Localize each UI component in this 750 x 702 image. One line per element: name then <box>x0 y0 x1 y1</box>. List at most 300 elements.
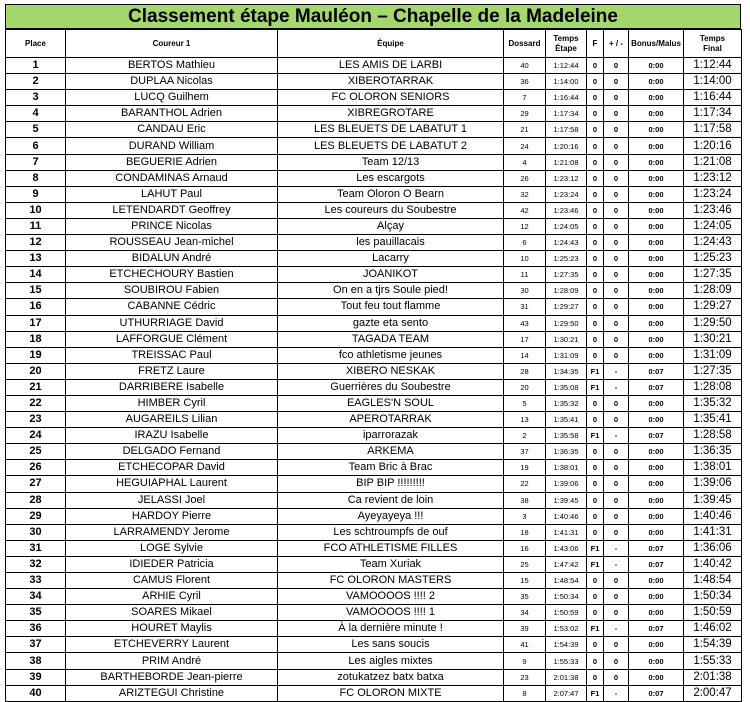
cell-bonus-malus: 0:07 <box>629 685 684 701</box>
table-row <box>6 58 742 74</box>
cell-f: F1 <box>587 685 604 701</box>
cell-coureur: PRINCE Nicolas <box>66 218 278 234</box>
cell-plus-minus: 0 <box>604 492 629 508</box>
results-table <box>5 29 742 702</box>
cell-plus-minus: 0 <box>604 331 629 347</box>
cell-temps-etape: 1:47:42 <box>546 556 587 572</box>
cell-equipe: APEROTARRAK <box>278 412 504 428</box>
cell-f: 0 <box>587 154 604 170</box>
cell-plus-minus: 0 <box>604 283 629 299</box>
table-row <box>6 508 742 524</box>
cell-dossard: 6 <box>504 235 546 251</box>
cell-place: 13 <box>6 251 66 267</box>
cell-dossard: 24 <box>504 138 546 154</box>
cell-temps-etape: 1:48:54 <box>546 573 587 589</box>
header-temps-etape-line2: Étape <box>555 43 577 53</box>
cell-plus-minus: 0 <box>604 251 629 267</box>
cell-plus-minus: 0 <box>604 154 629 170</box>
cell-dossard: 3 <box>504 508 546 524</box>
table-row <box>6 492 742 508</box>
cell-dossard: 8 <box>504 685 546 701</box>
cell-temps-final: 1:24:05 <box>684 218 742 234</box>
cell-equipe: FC OLORON MASTERS <box>278 573 504 589</box>
cell-bonus-malus: 0:00 <box>629 492 684 508</box>
cell-equipe: XIBREGROTARE <box>278 106 504 122</box>
cell-dossard: 4 <box>504 154 546 170</box>
cell-temps-final: 1:21:08 <box>684 154 742 170</box>
table-row <box>6 412 742 428</box>
cell-f: 0 <box>587 605 604 621</box>
cell-temps-etape: 1:39:06 <box>546 476 587 492</box>
cell-place: 11 <box>6 218 66 234</box>
cell-equipe: FCO ATHLETISME FILLES <box>278 540 504 556</box>
cell-bonus-malus: 0:00 <box>629 315 684 331</box>
cell-temps-etape: 1:12:44 <box>546 58 587 74</box>
cell-plus-minus: 0 <box>604 395 629 411</box>
table-row <box>6 589 742 605</box>
cell-place: 20 <box>6 363 66 379</box>
cell-temps-final: 1:39:06 <box>684 476 742 492</box>
cell-temps-final: 1:17:34 <box>684 106 742 122</box>
cell-coureur: LOGE Sylvie <box>66 540 278 556</box>
header-plus-minus: + / - <box>604 30 629 58</box>
cell-dossard: 12 <box>504 218 546 234</box>
cell-temps-final: 1:46:02 <box>684 621 742 637</box>
cell-f: 0 <box>587 637 604 653</box>
cell-temps-final: 1:25:23 <box>684 251 742 267</box>
cell-temps-final: 1:23:46 <box>684 202 742 218</box>
table-row <box>6 524 742 540</box>
cell-bonus-malus: 0:00 <box>629 444 684 460</box>
cell-temps-final: 1:28:58 <box>684 428 742 444</box>
cell-coureur: HEGUIAPHAL Laurent <box>66 476 278 492</box>
cell-temps-etape: 1:35:41 <box>546 412 587 428</box>
table-row <box>6 573 742 589</box>
cell-bonus-malus: 0:00 <box>629 524 684 540</box>
cell-bonus-malus: 0:00 <box>629 202 684 218</box>
cell-coureur: IDIEDER Patricia <box>66 556 278 572</box>
cell-equipe: iparrorazak <box>278 428 504 444</box>
cell-bonus-malus: 0:00 <box>629 283 684 299</box>
table-row <box>6 556 742 572</box>
table-row <box>6 186 742 202</box>
cell-place: 16 <box>6 299 66 315</box>
cell-temps-final: 1:20:16 <box>684 138 742 154</box>
cell-dossard: 41 <box>504 637 546 653</box>
cell-equipe: VAMOOOOS !!!! 2 <box>278 589 504 605</box>
cell-equipe: On en a tjrs Soule pied! <box>278 283 504 299</box>
cell-plus-minus: 0 <box>604 299 629 315</box>
cell-temps-etape: 1:35:08 <box>546 379 587 395</box>
cell-coureur: DURAND William <box>66 138 278 154</box>
cell-f: 0 <box>587 58 604 74</box>
cell-temps-final: 1:50:59 <box>684 605 742 621</box>
cell-equipe: Team Oloron O Bearn <box>278 186 504 202</box>
cell-temps-final: 1:31:09 <box>684 347 742 363</box>
cell-f: 0 <box>587 90 604 106</box>
cell-coureur: TREISSAC Paul <box>66 347 278 363</box>
cell-plus-minus: 0 <box>604 653 629 669</box>
cell-temps-final: 1:23:12 <box>684 170 742 186</box>
cell-plus-minus: 0 <box>604 573 629 589</box>
cell-f: 0 <box>587 267 604 283</box>
cell-temps-final: 1:39:45 <box>684 492 742 508</box>
cell-temps-etape: 1:43:06 <box>546 540 587 556</box>
header-temps-final-line1: Temps <box>699 33 726 43</box>
cell-plus-minus: 0 <box>604 106 629 122</box>
cell-bonus-malus: 0:00 <box>629 170 684 186</box>
cell-temps-final: 1:36:35 <box>684 444 742 460</box>
cell-plus-minus: 0 <box>604 412 629 428</box>
cell-temps-final: 1:35:32 <box>684 395 742 411</box>
cell-temps-etape: 1:53:02 <box>546 621 587 637</box>
cell-temps-final: 1:29:50 <box>684 315 742 331</box>
cell-dossard: 31 <box>504 299 546 315</box>
cell-f: F1 <box>587 540 604 556</box>
cell-bonus-malus: 0:00 <box>629 412 684 428</box>
cell-place: 40 <box>6 685 66 701</box>
cell-temps-etape: 1:55:33 <box>546 653 587 669</box>
cell-coureur: PRIM André <box>66 653 278 669</box>
cell-plus-minus: 0 <box>604 202 629 218</box>
table-row <box>6 74 742 90</box>
cell-temps-etape: 1:16:44 <box>546 90 587 106</box>
cell-place: 9 <box>6 186 66 202</box>
cell-f: 0 <box>587 218 604 234</box>
cell-temps-final: 1:23:24 <box>684 186 742 202</box>
cell-equipe: Les escargots <box>278 170 504 186</box>
table-row <box>6 235 742 251</box>
cell-temps-final: 1:36:06 <box>684 540 742 556</box>
cell-equipe: Team Xuriak <box>278 556 504 572</box>
cell-temps-etape: 1:38:01 <box>546 460 587 476</box>
cell-bonus-malus: 0:00 <box>629 90 684 106</box>
table-row <box>6 122 742 138</box>
cell-plus-minus: 0 <box>604 138 629 154</box>
cell-equipe: Tout feu tout flamme <box>278 299 504 315</box>
table-row <box>6 395 742 411</box>
cell-plus-minus: - <box>604 379 629 395</box>
cell-place: 1 <box>6 58 66 74</box>
cell-place: 32 <box>6 556 66 572</box>
cell-f: 0 <box>587 395 604 411</box>
cell-f: 0 <box>587 74 604 90</box>
cell-equipe: Les aigles mixtes <box>278 653 504 669</box>
cell-coureur: LETENDARDT Geoffrey <box>66 202 278 218</box>
cell-dossard: 34 <box>504 605 546 621</box>
cell-f: F1 <box>587 363 604 379</box>
cell-plus-minus: 0 <box>604 605 629 621</box>
table-row <box>6 267 742 283</box>
table-row <box>6 637 742 653</box>
cell-dossard: 20 <box>504 379 546 395</box>
cell-place: 8 <box>6 170 66 186</box>
cell-coureur: BEGUERIE Adrien <box>66 154 278 170</box>
cell-bonus-malus: 0:07 <box>629 428 684 444</box>
cell-coureur: CONDAMINAS Arnaud <box>66 170 278 186</box>
cell-temps-etape: 1:20:16 <box>546 138 587 154</box>
cell-place: 2 <box>6 74 66 90</box>
cell-bonus-malus: 0:07 <box>629 379 684 395</box>
cell-dossard: 19 <box>504 460 546 476</box>
cell-bonus-malus: 0:00 <box>629 637 684 653</box>
table-row <box>6 363 742 379</box>
header-temps-final-line2: Final <box>703 43 722 53</box>
cell-dossard: 28 <box>504 363 546 379</box>
cell-temps-etape: 1:34:35 <box>546 363 587 379</box>
cell-bonus-malus: 0:00 <box>629 251 684 267</box>
cell-temps-etape: 1:30:21 <box>546 331 587 347</box>
cell-temps-etape: 1:29:50 <box>546 315 587 331</box>
cell-plus-minus: 0 <box>604 476 629 492</box>
cell-place: 25 <box>6 444 66 460</box>
cell-dossard: 26 <box>504 170 546 186</box>
cell-temps-etape: 1:35:32 <box>546 395 587 411</box>
table-row <box>6 315 742 331</box>
cell-temps-final: 1:55:33 <box>684 653 742 669</box>
cell-equipe: LES BLEUETS DE LABATUT 1 <box>278 122 504 138</box>
cell-place: 24 <box>6 428 66 444</box>
cell-plus-minus: - <box>604 556 629 572</box>
cell-bonus-malus: 0:00 <box>629 669 684 685</box>
cell-dossard: 16 <box>504 540 546 556</box>
cell-temps-etape: 1:41:31 <box>546 524 587 540</box>
cell-equipe: Ayeyayeya !!! <box>278 508 504 524</box>
cell-place: 3 <box>6 90 66 106</box>
cell-coureur: ARIZTEGUI Christine <box>66 685 278 701</box>
cell-f: 0 <box>587 524 604 540</box>
cell-equipe: LES AMIS DE LARBI <box>278 58 504 74</box>
cell-plus-minus: 0 <box>604 347 629 363</box>
cell-dossard: 17 <box>504 331 546 347</box>
cell-plus-minus: 0 <box>604 669 629 685</box>
cell-f: 0 <box>587 460 604 476</box>
cell-temps-final: 1:50:34 <box>684 589 742 605</box>
cell-place: 29 <box>6 508 66 524</box>
cell-f: F1 <box>587 621 604 637</box>
cell-temps-final: 1:38:01 <box>684 460 742 476</box>
cell-bonus-malus: 0:00 <box>629 573 684 589</box>
cell-temps-final: 1:12:44 <box>684 58 742 74</box>
cell-temps-etape: 1:39:45 <box>546 492 587 508</box>
cell-plus-minus: 0 <box>604 90 629 106</box>
cell-equipe: Les coureurs du Soubestre <box>278 202 504 218</box>
cell-equipe: À la dernière minute ! <box>278 621 504 637</box>
cell-dossard: 15 <box>504 573 546 589</box>
cell-bonus-malus: 0:00 <box>629 605 684 621</box>
cell-coureur: AUGAREILS Lilian <box>66 412 278 428</box>
cell-equipe: Ca revient de loin <box>278 492 504 508</box>
cell-temps-final: 1:54:39 <box>684 637 742 653</box>
cell-bonus-malus: 0:00 <box>629 218 684 234</box>
cell-coureur: JELASSI Joel <box>66 492 278 508</box>
cell-place: 26 <box>6 460 66 476</box>
table-row <box>6 540 742 556</box>
cell-dossard: 10 <box>504 251 546 267</box>
cell-temps-final: 1:28:09 <box>684 283 742 299</box>
cell-place: 19 <box>6 347 66 363</box>
cell-dossard: 32 <box>504 186 546 202</box>
cell-bonus-malus: 0:00 <box>629 395 684 411</box>
table-row <box>6 605 742 621</box>
cell-equipe: FC OLORON MIXTE <box>278 685 504 701</box>
cell-bonus-malus: 0:00 <box>629 122 684 138</box>
cell-f: 0 <box>587 122 604 138</box>
cell-temps-etape: 1:23:24 <box>546 186 587 202</box>
cell-temps-final: 1:27:35 <box>684 363 742 379</box>
table-row <box>6 460 742 476</box>
cell-bonus-malus: 0:00 <box>629 106 684 122</box>
cell-place: 27 <box>6 476 66 492</box>
table-row <box>6 202 742 218</box>
cell-f: 0 <box>587 492 604 508</box>
cell-temps-etape: 1:17:58 <box>546 122 587 138</box>
cell-coureur: SOARES Mikael <box>66 605 278 621</box>
cell-f: 0 <box>587 508 604 524</box>
cell-temps-etape: 1:14:00 <box>546 74 587 90</box>
cell-coureur: UTHURRIAGE David <box>66 315 278 331</box>
cell-bonus-malus: 0:00 <box>629 589 684 605</box>
cell-place: 33 <box>6 573 66 589</box>
cell-equipe: les pauillacais <box>278 235 504 251</box>
cell-dossard: 14 <box>504 347 546 363</box>
cell-temps-etape: 1:23:46 <box>546 202 587 218</box>
cell-bonus-malus: 0:00 <box>629 235 684 251</box>
cell-plus-minus: 0 <box>604 122 629 138</box>
cell-coureur: HOURET Maylis <box>66 621 278 637</box>
cell-dossard: 5 <box>504 395 546 411</box>
cell-place: 37 <box>6 637 66 653</box>
cell-equipe: Team 12/13 <box>278 154 504 170</box>
cell-f: 0 <box>587 589 604 605</box>
cell-bonus-malus: 0:00 <box>629 508 684 524</box>
cell-plus-minus: 0 <box>604 74 629 90</box>
cell-plus-minus: - <box>604 685 629 701</box>
cell-f: 0 <box>587 347 604 363</box>
cell-dossard: 11 <box>504 267 546 283</box>
cell-f: 0 <box>587 299 604 315</box>
cell-place: 34 <box>6 589 66 605</box>
cell-bonus-malus: 0:00 <box>629 347 684 363</box>
cell-coureur: BARTHEBORDE Jean-pierre <box>66 669 278 685</box>
header-row <box>6 30 742 58</box>
cell-f: F1 <box>587 556 604 572</box>
cell-dossard: 7 <box>504 90 546 106</box>
page-title: Classement étape Mauléon – Chapelle de la Madeleine <box>5 4 741 29</box>
cell-bonus-malus: 0:00 <box>629 460 684 476</box>
cell-temps-final: 1:30:21 <box>684 331 742 347</box>
cell-bonus-malus: 0:00 <box>629 154 684 170</box>
table-row <box>6 218 742 234</box>
cell-equipe: EAGLES'N SOUL <box>278 395 504 411</box>
cell-dossard: 40 <box>504 58 546 74</box>
cell-bonus-malus: 0:00 <box>629 138 684 154</box>
cell-f: 0 <box>587 412 604 428</box>
cell-place: 30 <box>6 524 66 540</box>
cell-place: 14 <box>6 267 66 283</box>
cell-coureur: ETCHECOPAR David <box>66 460 278 476</box>
cell-temps-etape: 1:29:27 <box>546 299 587 315</box>
cell-equipe: zotukatzez batx batxa <box>278 669 504 685</box>
cell-place: 18 <box>6 331 66 347</box>
cell-equipe: XIBERO NESKAK <box>278 363 504 379</box>
cell-temps-etape: 1:35:58 <box>546 428 587 444</box>
cell-place: 4 <box>6 106 66 122</box>
cell-dossard: 43 <box>504 315 546 331</box>
cell-plus-minus: 0 <box>604 235 629 251</box>
cell-equipe: Team Bric à Brac <box>278 460 504 476</box>
cell-equipe: Guerrières du Soubestre <box>278 379 504 395</box>
cell-coureur: LUCQ Guilhem <box>66 90 278 106</box>
cell-f: F1 <box>587 428 604 444</box>
table-row <box>6 476 742 492</box>
cell-temps-final: 2:01:38 <box>684 669 742 685</box>
cell-temps-etape: 1:25:23 <box>546 251 587 267</box>
cell-dossard: 37 <box>504 444 546 460</box>
cell-f: 0 <box>587 669 604 685</box>
cell-equipe: BIP BIP !!!!!!!!! <box>278 476 504 492</box>
cell-temps-final: 1:24:43 <box>684 235 742 251</box>
header-bonus-malus: Bonus/Malus <box>629 30 684 58</box>
header-dossard: Dossard <box>504 30 546 58</box>
cell-place: 28 <box>6 492 66 508</box>
cell-dossard: 18 <box>504 524 546 540</box>
cell-place: 12 <box>6 235 66 251</box>
cell-place: 23 <box>6 412 66 428</box>
cell-temps-etape: 1:23:12 <box>546 170 587 186</box>
cell-temps-etape: 1:40:46 <box>546 508 587 524</box>
table-row <box>6 444 742 460</box>
cell-temps-etape: 1:27:35 <box>546 267 587 283</box>
cell-temps-etape: 2:07:47 <box>546 685 587 701</box>
cell-temps-etape: 1:31:09 <box>546 347 587 363</box>
table-row <box>6 347 742 363</box>
cell-plus-minus: 0 <box>604 170 629 186</box>
cell-dossard: 9 <box>504 653 546 669</box>
table-row <box>6 685 742 701</box>
cell-temps-etape: 2:01:38 <box>546 669 587 685</box>
cell-bonus-malus: 0:00 <box>629 299 684 315</box>
cell-coureur: DARRIBERE Isabelle <box>66 379 278 395</box>
cell-dossard: 29 <box>504 106 546 122</box>
cell-plus-minus: 0 <box>604 218 629 234</box>
cell-coureur: HIMBER Cyril <box>66 395 278 411</box>
cell-equipe: Les schtroumpfs de ouf <box>278 524 504 540</box>
cell-bonus-malus: 0:00 <box>629 653 684 669</box>
cell-bonus-malus: 0:00 <box>629 74 684 90</box>
cell-place: 17 <box>6 315 66 331</box>
cell-f: 0 <box>587 251 604 267</box>
cell-dossard: 25 <box>504 556 546 572</box>
cell-equipe: ARKEMA <box>278 444 504 460</box>
cell-coureur: CAMUS Florent <box>66 573 278 589</box>
cell-temps-final: 1:14:00 <box>684 74 742 90</box>
cell-f: F1 <box>587 379 604 395</box>
cell-temps-etape: 1:50:34 <box>546 589 587 605</box>
cell-coureur: BIDALUN André <box>66 251 278 267</box>
header-coureur: Coureur 1 <box>66 30 278 58</box>
cell-coureur: IRAZU Isabelle <box>66 428 278 444</box>
cell-temps-final: 1:40:42 <box>684 556 742 572</box>
cell-bonus-malus: 0:00 <box>629 58 684 74</box>
cell-bonus-malus: 0:00 <box>629 267 684 283</box>
cell-bonus-malus: 0:00 <box>629 186 684 202</box>
cell-place: 7 <box>6 154 66 170</box>
cell-f: 0 <box>587 573 604 589</box>
table-row <box>6 621 742 637</box>
cell-temps-etape: 1:28:09 <box>546 283 587 299</box>
cell-temps-etape: 1:50:59 <box>546 605 587 621</box>
